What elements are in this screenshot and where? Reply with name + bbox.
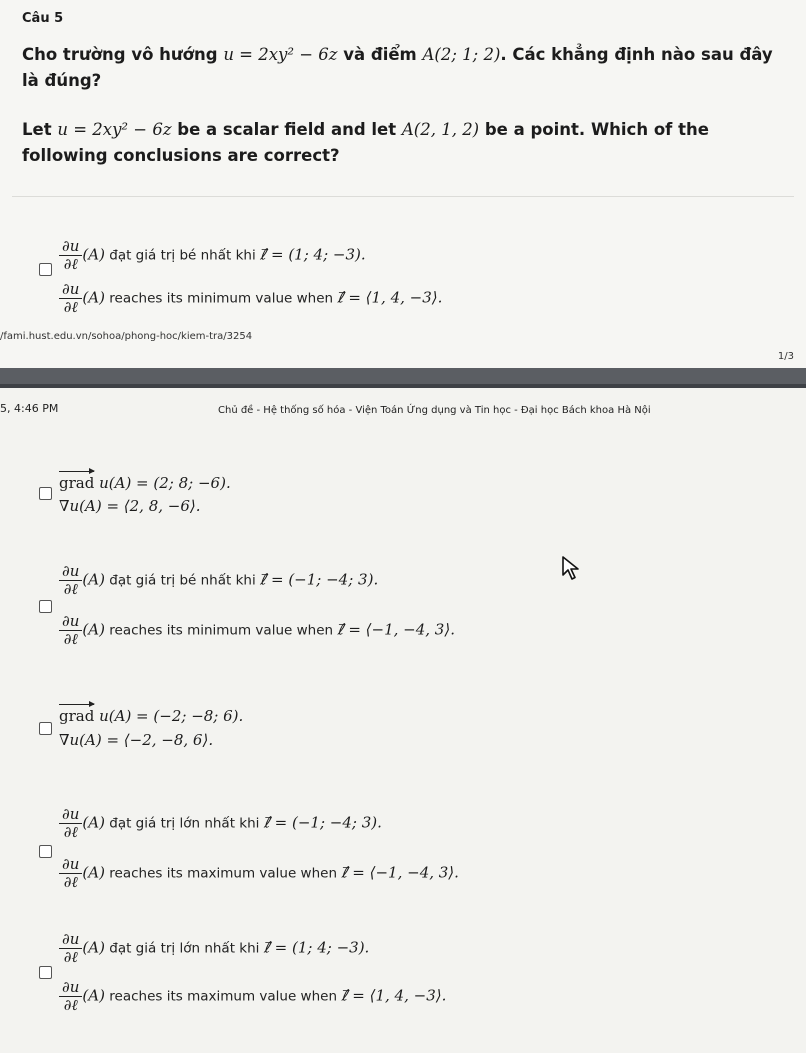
- option-4-en: ∇u(A) = ⟨−2, −8, 6⟩.: [59, 731, 214, 749]
- option-6-vi: $\frac{\partial u}{\text{∂ℓ}}$ (A) đạt giá trị lớn nhất khi ℓ⃗ = (1; 4; −3).: [59, 931, 369, 966]
- option-2-en: ∇u(A) = ⟨2, 8, −6⟩.: [59, 497, 201, 515]
- partial-derivative: $\frac{\partial u}{\text{∂ℓ}}$: [59, 856, 82, 891]
- divider: [12, 196, 794, 197]
- option-5-checkbox[interactable]: [39, 845, 52, 858]
- option-1-checkbox[interactable]: [39, 263, 52, 276]
- partial-derivative: $\frac{\partial u}{\text{∂ℓ}}$: [59, 563, 82, 598]
- scalar-field-expr: u = 2xy² − 6z: [57, 120, 172, 139]
- mouse-pointer-icon: [561, 555, 587, 581]
- page-header-title: Chủ đề - Hệ thống số hóa - Viện Toán Ứng dụng và Tin học - Đại học Bách khoa Hà Nội: [218, 405, 651, 416]
- option-1-vi: $\frac{\partial u}{\text{∂ℓ}}$ (A) đạt giá trị bé nhất khi ℓ⃗ = (1; 4; −3).: [59, 238, 366, 273]
- partial-derivative: $\frac{\partial u}{\text{∂ℓ}}$: [59, 931, 82, 966]
- option-1-en: $\frac{\partial u}{\text{∂ℓ}}$ (A) reaches its minimum value when ℓ⃗ = ⟨1, 4, −3⟩.: [59, 281, 442, 316]
- partial-derivative: $\frac{\partial u}{\text{∂ℓ}}$: [59, 238, 82, 273]
- option-3-en: $\frac{\partial u}{\text{∂ℓ}}$ (A) reaches its minimum value when ℓ⃗ = ⟨−1, −4, 3⟩.: [59, 613, 455, 648]
- question-number: Câu 5: [22, 11, 64, 26]
- point-expr: A(2; 1; 2): [422, 45, 501, 64]
- page-number: 1/3: [777, 351, 794, 362]
- option-4-checkbox[interactable]: [39, 722, 52, 735]
- option-3-checkbox[interactable]: [39, 600, 52, 613]
- option-5-vi: $\frac{\partial u}{\text{∂ℓ}}$ (A) đạt giá trị lớn nhất khi ℓ⃗ = (−1; −4; 3).: [59, 806, 382, 841]
- print-timestamp: 5, 4:46 PM: [0, 402, 59, 415]
- partial-derivative: $\frac{\partial u}{\text{∂ℓ}}$: [59, 806, 82, 841]
- partial-derivative: $\frac{\partial u}{\text{∂ℓ}}$: [59, 979, 82, 1014]
- question-prompt-vi: [22, 42, 782, 94]
- option-6-checkbox[interactable]: [39, 966, 52, 979]
- page-footer-url: /fami.hust.edu.vn/sohoa/phong-hoc/kiem-tra/3254: [0, 331, 253, 342]
- scalar-field-expr: u = 2xy² − 6z: [223, 45, 338, 64]
- option-2-checkbox[interactable]: [39, 487, 52, 500]
- prompt-text: Let: [22, 120, 58, 139]
- question-prompt-en: [22, 117, 782, 169]
- prompt-text: . Các khẳng định nào sau đây là đúng?: [22, 45, 773, 90]
- option-6-en: $\frac{\partial u}{\text{∂ℓ}}$ (A) reaches its maximum value when ℓ⃗ = ⟨1, 4, −3⟩.: [59, 979, 446, 1014]
- option-3-vi: $\frac{\partial u}{\text{∂ℓ}}$ (A) đạt giá trị bé nhất khi ℓ⃗ = (−1; −4; 3).: [59, 563, 378, 598]
- partial-derivative: $\frac{\partial u}{\text{∂ℓ}}$: [59, 613, 82, 648]
- option-2-vi: grad u(A) = (2; 8; −6).: [59, 474, 231, 492]
- partial-derivative: $\frac{\partial u}{\text{∂ℓ}}$: [59, 281, 82, 316]
- point-expr: A(2, 1, 2): [401, 120, 480, 139]
- prompt-text: và điểm: [337, 45, 423, 64]
- grad-operator: grad: [59, 474, 95, 492]
- prompt-text: be a point. Which of the following conclusions are correct?: [22, 120, 709, 165]
- prompt-text: Cho trường vô hướng: [22, 45, 224, 64]
- option-5-en: $\frac{\partial u}{\text{∂ℓ}}$ (A) reaches its maximum value when ℓ⃗ = ⟨−1, −4, 3⟩.: [59, 856, 459, 891]
- option-4-vi: grad u(A) = (−2; −8; 6).: [59, 707, 244, 725]
- prompt-text: be a scalar field and let: [171, 120, 402, 139]
- grad-operator: grad: [59, 707, 95, 725]
